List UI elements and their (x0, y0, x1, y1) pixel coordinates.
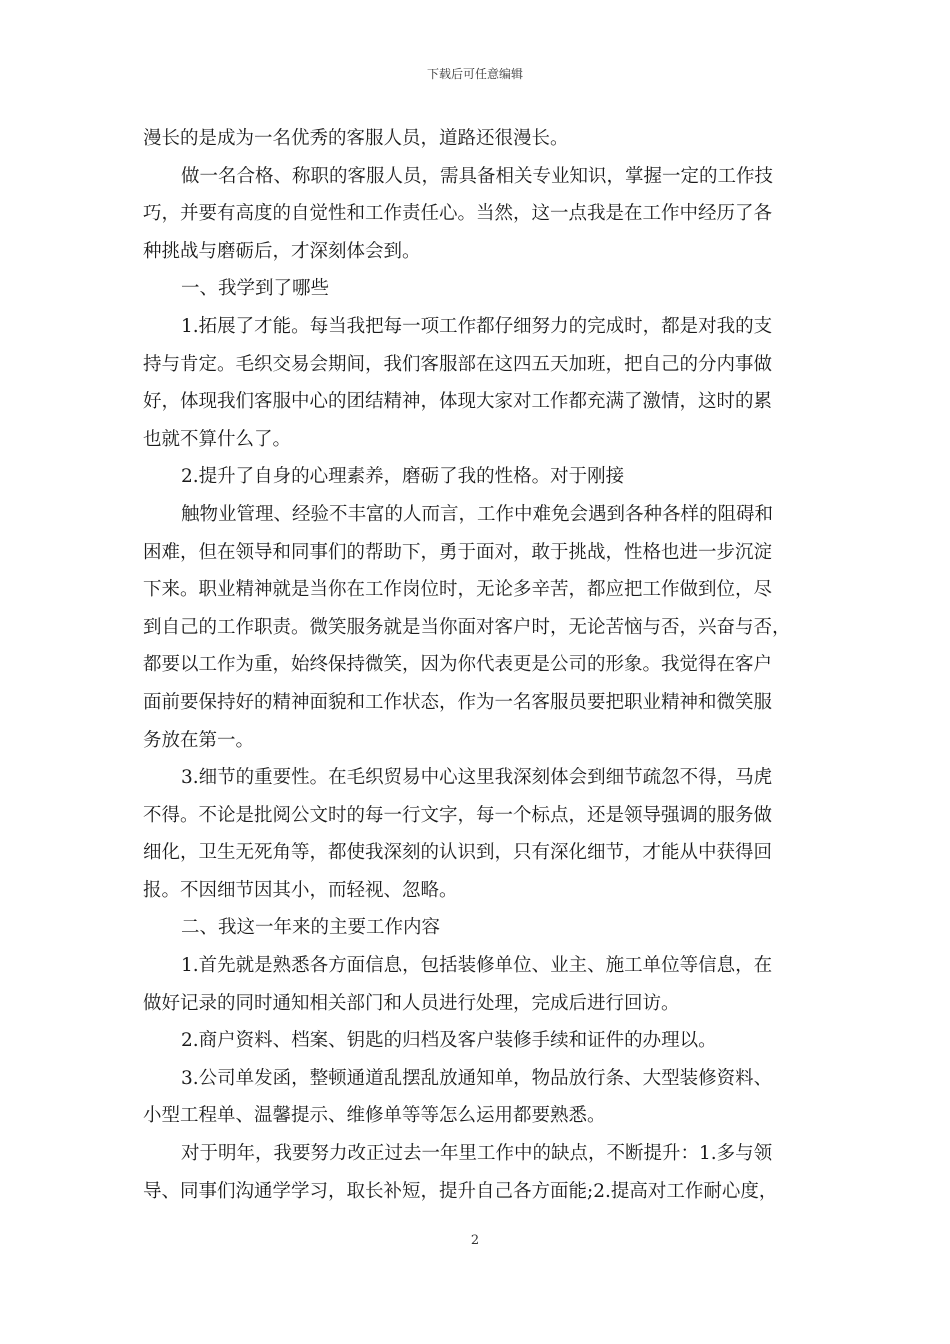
text-line: 2.商户资料、档案、钥匙的归档及客户装修手续和证件的办理以。 (181, 1030, 717, 1052)
text-line: 持与肯定。毛织交易会期间，我们客服部在这四五天加班，把自己的分内事做 (143, 353, 773, 375)
text-line: 漫长的是成为一名优秀的客服人员，道路还很漫长。 (143, 128, 569, 149)
text-line: 也就不算什么了。 (143, 428, 292, 450)
text-line: 务放在第一。 (143, 729, 255, 751)
text-line: 二、我这一年来的主要工作内容 (181, 917, 441, 939)
text-line: 巧，并要有高度的自觉性和工作责任心。当然，这一点我是在工作中经历了各 (143, 203, 773, 225)
text-line: 困难，但在领导和同事们的帮助下，勇于面对，敢于挑战，性格也进一步沉淀 (143, 541, 773, 563)
document-body (143, 120, 811, 1210)
text-line: 报。不因细节因其小，而轻视、忽略。 (143, 879, 458, 901)
text-line: 2.提升了自身的心理素养，磨砺了我的性格。对于刚接 (181, 466, 625, 488)
text-line: 不得。不论是批阅公文时的每一行文字，每一个标点，还是领导强调的服务做 (143, 804, 773, 826)
text-line: 导、同事们沟通学学习，取长补短，提升自己各方面能;2.提高对工作耐心度， (143, 1180, 778, 1202)
page-number: 2 (470, 1233, 480, 1248)
text-line: 都要以工作为重，始终保持微笑，因为你代表更是公司的形象。我觉得在客户 (143, 654, 773, 676)
page-header: 下载后可任意编辑 (426, 67, 523, 81)
text-line: 1.首先就是熟悉各方面信息，包括装修单位、业主、施工单位等信息，在 (181, 955, 773, 977)
text-line: 做好记录的同时通知相关部门和人员进行处理，完成后进行回访。 (143, 992, 680, 1014)
text-line: 做一名合格、称职的客服人员，需具备相关专业知识，掌握一定的工作技 (181, 165, 774, 187)
text-line: 种挑战与磨砺后，才深刻体会到。 (143, 240, 421, 262)
text-line: 细化，卫生无死角等，都使我深刻的认识到，只有深化细节，才能从中获得回 (143, 842, 773, 864)
text-line: 对于明年，我要努力改正过去一年里工作中的缺点，不断提升：1.多与领 (181, 1143, 773, 1165)
text-line: 3.细节的重要性。在毛织贸易中心这里我深刻体会到细节疏忽不得，马虎 (181, 767, 773, 789)
text-line: 触物业管理、经验不丰富的人而言，工作中难免会遇到各种各样的阻碍和 (181, 503, 774, 525)
text-line: 一、我学到了哪些 (181, 278, 330, 300)
text-line: 3.公司单发函，整顿通道乱摆乱放通知单，物品放行条、大型装修资料、 (181, 1067, 773, 1089)
text-line: 下来。职业精神就是当你在工作岗位时，无论多辛苦，都应把工作做到位，尽 (143, 579, 773, 601)
text-line: 到自己的工作职责。微笑服务就是当你面对客户时，无论苦恼与否，兴奋与否， (143, 616, 791, 638)
text-line: 面前要保持好的精神面貌和工作状态，作为一名客服员要把职业精神和微笑服 (143, 691, 773, 713)
text-line: 好，体现我们客服中心的团结精神，体现大家对工作都充满了激情，这时的累 (143, 391, 773, 413)
text-line: 小型工程单、温馨提示、维修单等等怎么运用都要熟悉。 (143, 1105, 606, 1127)
text-line: 1.拓展了才能。每当我把每一项工作都仔细努力的完成时，都是对我的支 (181, 315, 773, 337)
